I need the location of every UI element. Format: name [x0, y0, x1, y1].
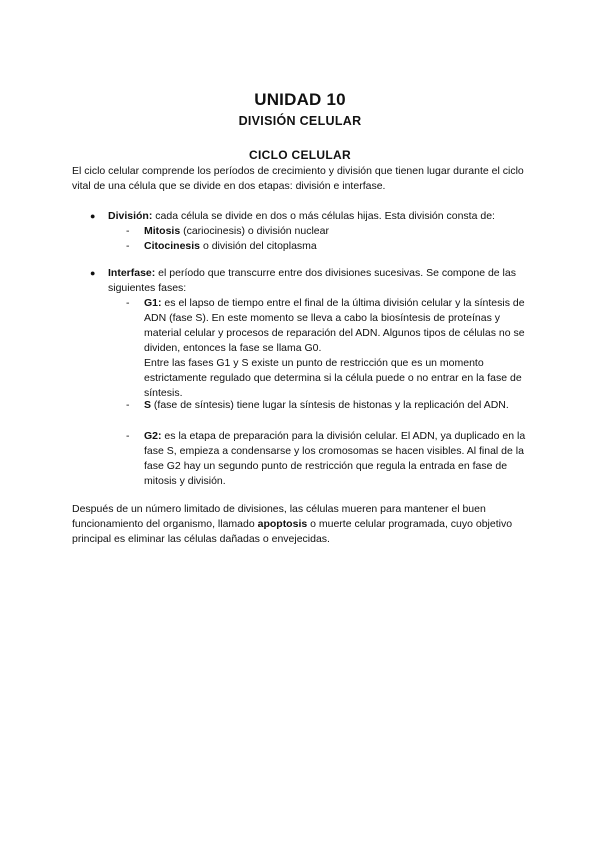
sub-text: (cariocinesis) o división nuclear — [180, 225, 329, 237]
dash-icon: - — [126, 240, 130, 252]
sub-term: S — [144, 399, 152, 411]
dash-icon: - — [126, 399, 130, 411]
closing-paragraph — [72, 502, 530, 547]
sub-extra-text: Entre las fases G1 y S existe un punto de restricción que es un momento estrictamente regulado que determina si la célula puede o no entrar en la fase de síntesis. — [144, 357, 522, 399]
page-title: UNIDAD 10 — [254, 90, 346, 109]
bullet-term: Interfase: — [108, 267, 156, 279]
sub-term: Citocinesis — [144, 240, 201, 252]
sub-item-mitosis — [126, 224, 530, 239]
bullet-dot-icon: ● — [90, 268, 96, 278]
sub-term: G2: — [144, 430, 162, 442]
dash-icon: - — [126, 225, 130, 237]
closing-text-before: Después de un número limitado de divisiones, las células mueren para mantener el buen funcionamiento del organismo, llamado — [72, 503, 486, 530]
sub-item-g2 — [126, 429, 530, 489]
apoptosis-term: apoptosis — [257, 518, 308, 530]
bullet-division — [90, 209, 530, 224]
dash-icon: - — [126, 297, 130, 309]
closing-text-after: o muerte celular programada, cuyo objetivo principal es eliminar las células dañadas o envejecidas. — [72, 518, 513, 545]
bullet-term: División: — [108, 210, 153, 222]
sub-text: (fase de síntesis) tiene lugar la síntesis de histonas y la replicación del ADN. — [151, 399, 509, 411]
intro-paragraph: El ciclo celular comprende los períodos de crecimiento y división que tienen lugar durante el ciclo vital de una célula que se divide en dos etapas: división e interfase. — [72, 165, 524, 192]
bullet-text: el período que transcurre entre dos divisiones sucesivas. Se compone de las siguientes fases: — [108, 267, 516, 294]
sub-text: es el lapso de tiempo entre el final de la última división celular y la síntesis de ADN (fase S). En este momento se lleva a cabo la biosíntesis de proteínas y material celular y procesos de reparación del ADN. Algunos tipos de células no se dividen, entonces la fase se llama G0. — [144, 297, 525, 354]
dash-icon: - — [126, 430, 130, 442]
bullet-text: cada célula se divide en dos o más células hijas. Esta división consta de: — [152, 210, 495, 222]
sub-item-g1 — [126, 296, 530, 401]
bullet-interfase — [90, 266, 530, 296]
page-subtitle: DIVISIÓN CELULAR — [238, 114, 362, 128]
sub-item-s — [126, 398, 530, 413]
section-heading: CICLO CELULAR — [249, 148, 351, 162]
sub-text: es la etapa de preparación para la división celular. El ADN, ya duplicado en la fase S, empieza a condensarse y los cromosomas se hacen visibles. Al final de la fase G2 hay un segundo punto de restricción que regula la entrada en fase de mitosis y división. — [144, 430, 526, 487]
sub-text: o división del citoplasma — [200, 240, 317, 252]
sub-item-citocinesis — [126, 239, 530, 254]
sub-term: G1: — [144, 297, 162, 309]
sub-term: Mitosis — [144, 225, 181, 237]
bullet-dot-icon: ● — [90, 211, 96, 221]
